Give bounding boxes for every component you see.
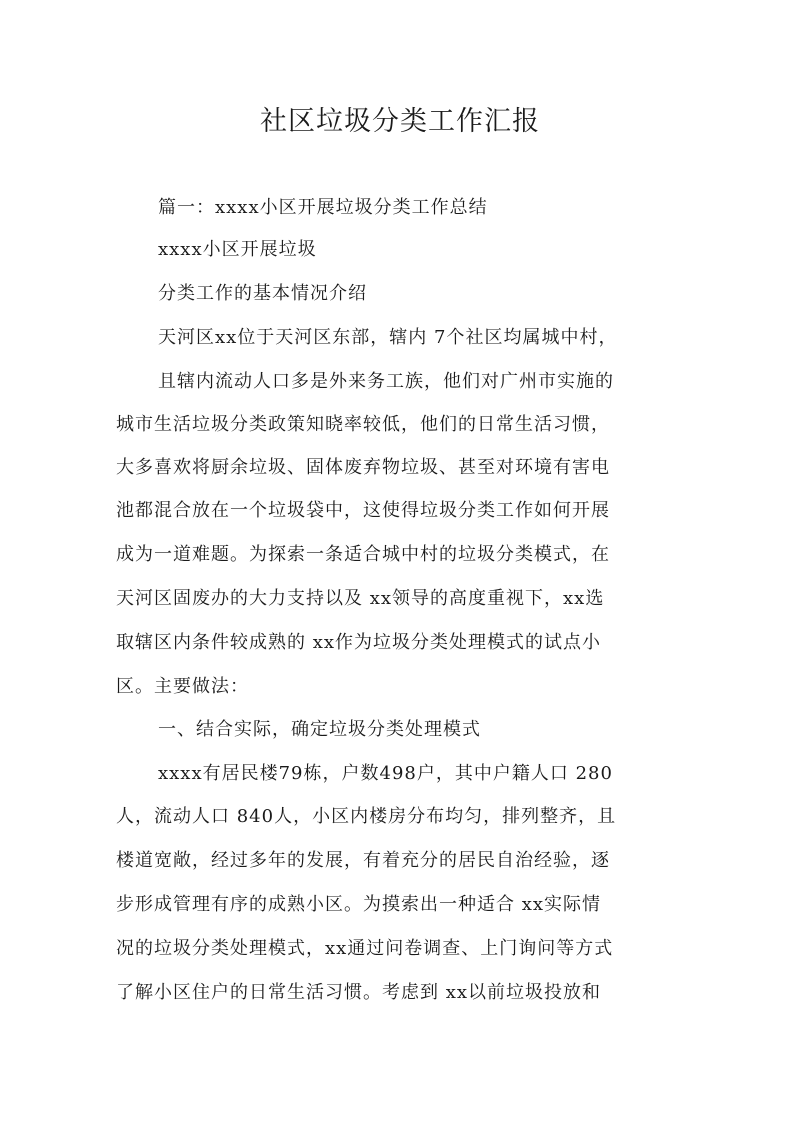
text-line: 取辖区内条件较成熟的 xx作为垃圾分类处理模式的试点小 <box>116 632 602 653</box>
text-line: 篇一：xxxx小区开展垃圾分类工作总结 <box>158 197 488 218</box>
text-line: 城市生活垃圾分类政策知晓率较低，他们的日常生活习惯， <box>116 414 610 435</box>
text-line: 了解小区住户的日常生活习惯。考虑到 xx以前垃圾投放和 <box>116 982 602 1003</box>
text-line: 池都混合放在一个垃圾袋中，这使得垃圾分类工作如何开展 <box>116 500 610 521</box>
text-line: xxxx小区开展垃圾 <box>158 239 317 260</box>
text-line: 步形成管理有序的成熟小区。为摸索出一种适合 xx实际情 <box>116 894 602 915</box>
text-line: 况的垃圾分类处理模式，xx通过问卷调查、上门询问等方式 <box>116 938 614 959</box>
text-line: 大多喜欢将厨余垃圾、固体废弃物垃圾、甚至对环境有害电 <box>116 457 610 478</box>
text-line: 成为一道难题。为探索一条适合城中村的垃圾分类模式，在 <box>116 544 610 565</box>
text-line: xxxx有居民楼79栋，户数498户，其中户籍人口 280 <box>158 763 613 784</box>
text-line: 天河区xx位于天河区东部，辖内 7个社区均属城中村， <box>158 327 618 348</box>
text-line: 楼道宽敞，经过多年的发展，有着充分的居民自治经验，逐 <box>116 850 610 871</box>
text-line: 天河区固废办的大力支持以及 xx领导的高度重视下，xx选 <box>116 588 605 609</box>
text-line: 且辖内流动人口多是外来务工族，他们对广州市实施的 <box>158 371 614 392</box>
document-title: 社区垃圾分类工作汇报 <box>260 106 540 137</box>
text-line: 区。主要做法： <box>116 676 249 697</box>
text-line: 分类工作的基本情况介绍 <box>158 283 367 304</box>
text-line: 人，流动人口 840人，小区内楼房分布均匀，排列整齐，且 <box>116 806 617 827</box>
section-heading: 一、结合实际，确定垃圾分类处理模式 <box>158 719 481 740</box>
